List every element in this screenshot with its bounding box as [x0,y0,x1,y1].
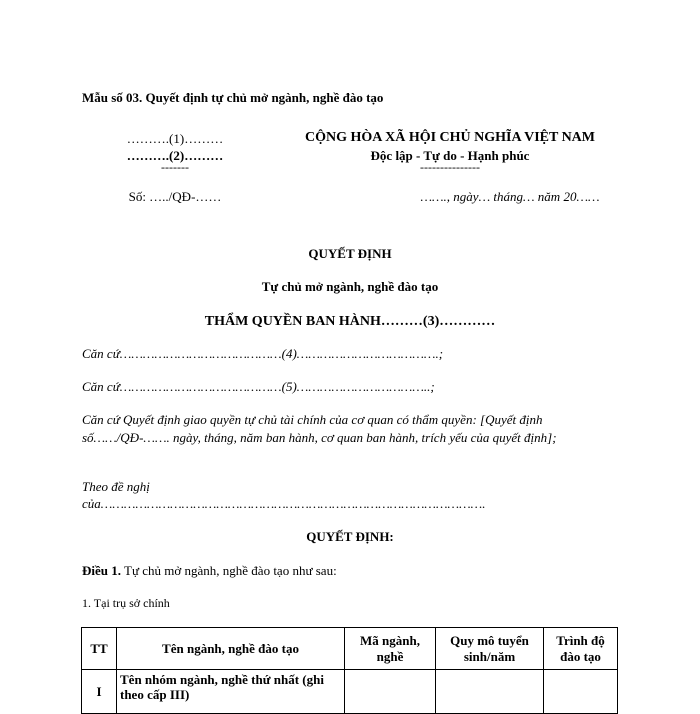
col-header-tt: TT [82,628,117,670]
row-tt: I [82,670,117,714]
proposal-line-1: Theo đề nghị [82,479,150,494]
col-header-name: Tên ngành, nghề đào tạo [117,628,345,670]
article-1 [82,563,337,579]
document-number: Số: …../QĐ-…… [128,189,222,204]
col-header-enrollment: Quy mô tuyển sinh/năm [436,628,544,670]
section-1-label: 1. Tại trụ sở chính [82,596,170,610]
national-motto: Độc lập - Tự do - Hạnh phúc [370,148,530,163]
basis-2: Căn cứ……………………………………(5)……………………………..; [82,379,435,394]
agency-line-1: ……….(1)……… [126,131,224,146]
col-header-level: Trình độ đào tạo [544,628,618,670]
national-title: CỘNG HÒA XÃ HỘI CHỦ NGHĨA VIỆT NAM [304,130,595,145]
basis-1: Căn cứ……………………………………(4)……………………………….; [82,346,444,361]
decision-subject: Tự chủ mở ngành, nghề đào tạo [261,279,439,294]
proposal-line-2: của………………………………………………………………………………………. [82,496,486,511]
table-row [82,670,618,714]
row-name: Tên nhóm ngành, nghề thứ nhất (ghi theo cấp III) [117,670,345,714]
col-header-code: Mã ngành, nghề [345,628,436,670]
basis-3: Căn cứ Quyết định giao quyền tự chủ tài chính của cơ quan có thẩm quyền: [Quyết định số……/QĐ-……. ngày, tháng, năm ban hành, cơ quan ban hành, trích yếu của quyết định]; [82,412,557,445]
left-header-rule: ------- [161,160,189,174]
article-1-label: Điều 1. [82,563,121,578]
issuing-authority: THẨM QUYỀN BAN HÀNH………(3)………… [204,314,496,329]
decides-heading: QUYẾT ĐỊNH: [306,529,394,544]
decision-title: QUYẾT ĐỊNH [308,246,392,261]
form-title: Mẫu số 03. Quyết định tự chủ mở ngành, nghề đào tạo [82,90,384,105]
agency-line-2: ……….(2)……… [126,148,224,163]
programs-table [81,627,618,714]
row-level [544,670,618,714]
article-1-text: Tự chủ mở ngành, nghề đào tạo như sau: [121,563,337,578]
row-enrollment [436,670,544,714]
row-code [345,670,436,714]
right-header-rule: --------------- [420,160,480,174]
place-date: ……., ngày… tháng… năm 20…… [420,189,600,204]
